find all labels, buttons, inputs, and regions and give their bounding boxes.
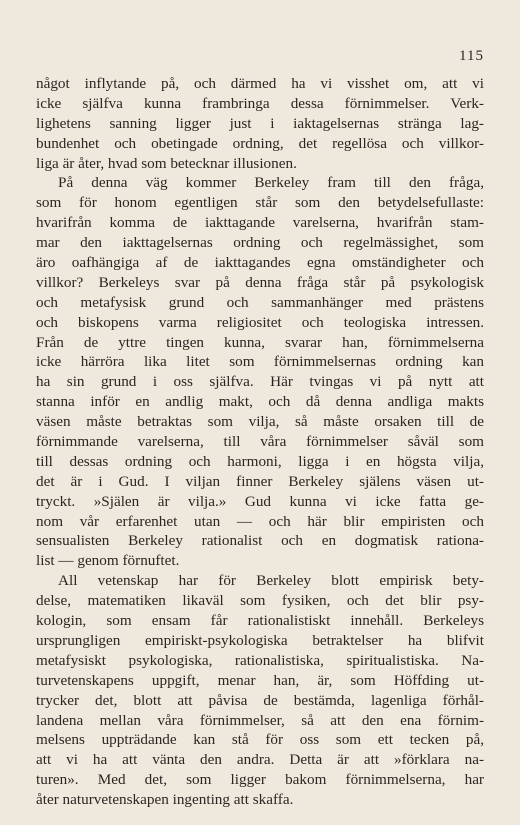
text-line: villkor? Berkeleys svar på denna fråga står på psykologisk	[36, 273, 484, 291]
text-line: All vetenskap har för Berkeley blott empirisk bety-	[58, 572, 484, 590]
text-line: trycker det, blott att påvisa de bestämda, lagenliga förhål-	[36, 691, 484, 709]
text-line: lighetens sanning ligger just i iaktagelsernas stränga lag-	[36, 114, 484, 132]
body-text	[36, 74, 484, 810]
text-line: äro oafhängiga af de iakttagandes egna omständigheter och	[36, 254, 484, 272]
text-line: delse, matematiken likaväl som fysiken, och det blir psy-	[36, 592, 484, 610]
text-line: nom vår erfarenhet utan — och här blir empiristen och	[36, 512, 484, 530]
text-line: ursprungligen empiriskt-psykologiska betraktelser ha blifvit	[36, 631, 484, 649]
text-line: turvetenskapens uppgift, menar han, är, som Höffding ut-	[36, 671, 484, 689]
text-line: liga är åter, hvad som betecknar illusionen.	[36, 154, 297, 172]
text-line: icke härröra lika litet som förnimmelsernas ordning kan	[36, 353, 484, 371]
text-line: landena mellan våra förnimmelser, så att den ena förnim-	[36, 711, 484, 729]
text-line: det är i Gud. I viljan finner Berkeley själens väsen ut-	[36, 472, 484, 490]
text-line: något inflytande på, och därmed ha vi visshet om, att vi	[36, 75, 484, 92]
text-line: sensualisten Berkeley rationalist och en dogmatisk rationa-	[36, 532, 484, 550]
text-line: förnimmande varelserna, till våra förnimmelser såväl som	[36, 433, 484, 451]
text-line: bundenhet och obetingade ordning, det regellösa och villkor-	[36, 134, 484, 152]
text-line: stanna inför en andlig makt, och då denna andliga makts	[36, 393, 484, 411]
text-line: att vi ha att vänta den andra. Detta är att »förklara na-	[36, 751, 484, 769]
text-line: På denna väg kommer Berkeley fram till den fråga,	[58, 174, 484, 192]
text-line: till dessas ordning och harmoni, ligga i en högsta vilja,	[36, 452, 484, 470]
text-line: och biskopens varma religiositet och teologiska intressen.	[36, 313, 484, 331]
text-line: som för honom egentligen står som den betydelsefullaste:	[36, 194, 484, 212]
text-line: åter naturvetenskapen ingenting att skaffa.	[36, 791, 294, 809]
text-line: melsens uppträdande kan stå för oss som ett tecken på,	[36, 731, 484, 749]
text-line: Från de yttre tingen kunna, svarar han, förnimmelserna	[36, 333, 484, 351]
text-line: väsen måste betraktas som vilja, så måste orsaken till de	[36, 413, 484, 431]
text-line: och metafysisk grund och sammanhänger med prästens	[36, 293, 484, 311]
text-line: list — genom förnuftet.	[36, 552, 180, 570]
page-number: 115	[459, 48, 484, 64]
text-line: mar den iakttagelsernas ordning och regelmässighet, som	[36, 234, 484, 252]
text-line: kologin, som ensam får rationalistiskt innehåll. Berkeleys	[36, 612, 484, 630]
text-line: metafysiskt psykologiska, rationalistiska, spiritualistiska. Na-	[36, 651, 484, 669]
text-line: hvarifrån komma de iakttagande varelserna, hvarifrån stam-	[36, 214, 484, 232]
text-line: tryckt. »Själen är vilja.» Gud kunna vi icke fatta ge-	[36, 492, 484, 510]
text-line: icke själfva kunna frambringa dessa förnimmelser. Verk-	[36, 94, 484, 112]
text-line: turen». Med det, som ligger bakom förnimmelserna, har	[36, 771, 484, 789]
text-line: ha sin grund i oss själfva. Här tvingas vi på nytt att	[36, 373, 484, 391]
